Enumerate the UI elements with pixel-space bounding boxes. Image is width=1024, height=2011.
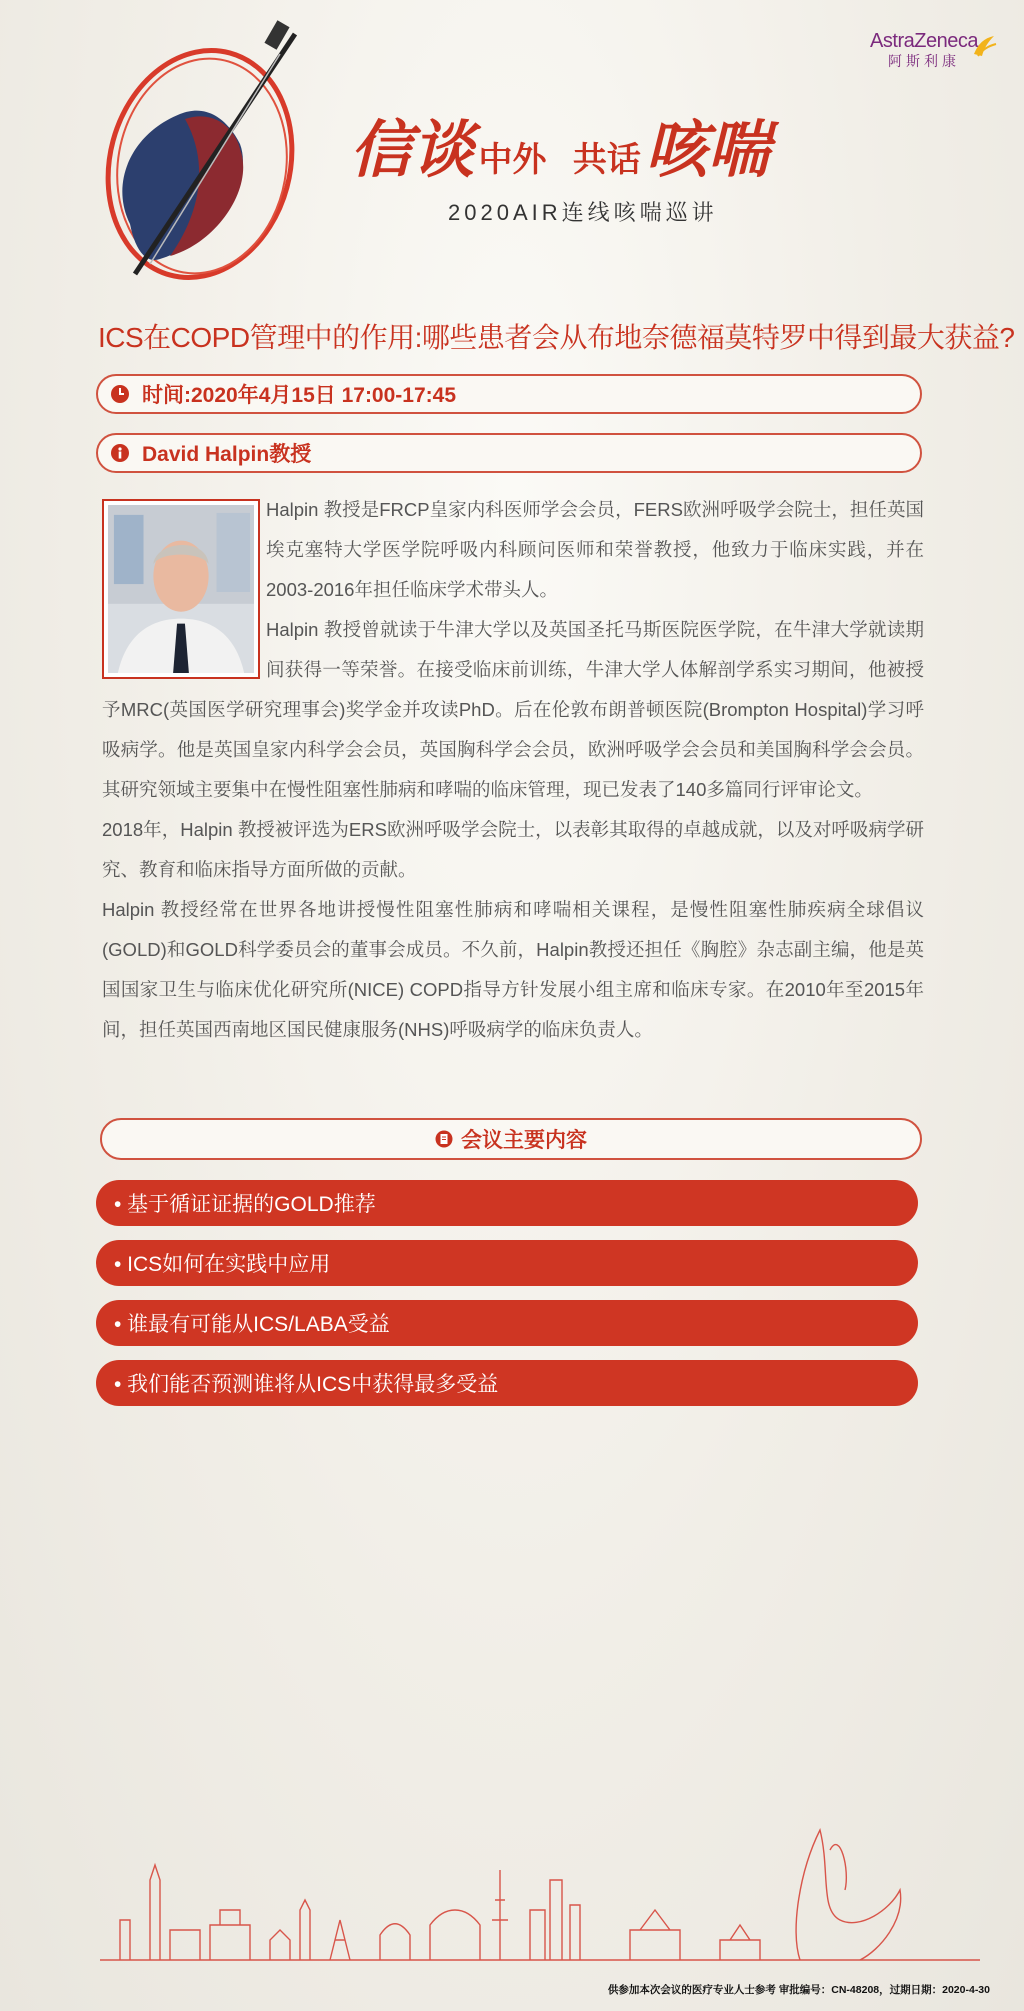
- time-text: 时间:2020年4月15日 17:00-17:45: [142, 384, 456, 407]
- bio-paragraph-2: Halpin 教授曾就读于牛津大学以及英国圣托马斯医院医学院，在牛津大学就读期间获得一等荣誉。在接受临床前训练，牛津大学人体解剖学系实习期间，他被授予MRC(英国医学研究理事会)奖学金并攻读PhD。后在伦敦布朗普顿医院(Brompton Hospital)学习呼吸病学。他是英国皇家内科学会会员，英国胸科学会会员，欧洲呼吸学会会员和美国胸科学会会员。其研究领域主要集中在慢性阻塞性肺病和哮喘的临床管理，现已发表了140多篇同行评审论文。: [102, 619, 924, 800]
- hero-title: [350, 100, 910, 190]
- agenda-heading-pill: [100, 1118, 922, 1160]
- speaker-pill: [96, 433, 922, 473]
- hero-title-part4: 咳喘: [645, 113, 770, 186]
- agenda-item: • 我们能否预测谁将从ICS中获得最多受益: [96, 1360, 918, 1406]
- agenda-item: • 谁最有可能从ICS/LABA受益: [96, 1300, 918, 1346]
- speaker-name: David Halpin教授: [142, 443, 312, 466]
- info-icon: [110, 443, 130, 463]
- bio-paragraph-3: 2018年，Halpin 教授被评选为ERS欧洲呼吸学会院士，以表彰其取得的卓越成就，以及对呼吸病学研究、教育和临床指导方面所做的贡献。: [102, 819, 924, 880]
- city-skyline-illustration: [100, 1810, 980, 1970]
- hero-subtitle: 2020AIR连线咳喘巡讲: [448, 200, 718, 225]
- speaker-bio: [102, 490, 924, 1050]
- logo-mark-icon: [970, 32, 998, 60]
- footer-disclaimer: 供参加本次会议的医疗专业人士参考 审批编号：CN-48208，过期日期：2020-4-30: [607, 1984, 990, 1996]
- time-pill: [96, 374, 922, 414]
- logo-text-cn: 阿斯利康: [888, 53, 960, 69]
- bio-paragraph-1: Halpin 教授是FRCP皇家内科医师学会会员，FERS欧洲呼吸学会院士，担任英国埃克塞特大学医学院呼吸内科顾问医师和荣誉教授，他致力于临床实践，并在2003-2016年担任临床学术带头人。: [266, 499, 924, 600]
- hero-title-part2: 中外: [478, 140, 547, 180]
- violin-illustration: [90, 14, 330, 294]
- hero-title-part1: 信谈: [350, 113, 475, 186]
- hero-title-part3: 共话: [572, 140, 641, 180]
- topic-title: ICS在COPD管理中的作用:哪些患者会从布地奈德福莫特罗中得到最大获益?: [98, 322, 1015, 353]
- bio-paragraph-4: Halpin 教授经常在世界各地讲授慢性阻塞性肺病和哮喘相关课程，是慢性阻塞性肺疾病全球倡议(GOLD)和GOLD科学委员会的董事会成员。不久前，Halpin教授还担任《胸腔》杂志副主编，他是英国国家卫生与临床优化研究所(NICE) COPD指导方针发展小组主席和临床专家。在2010年至2015年间，担任英国西南地区国民健康服务(NHS)呼吸病学的临床负责人。: [102, 899, 924, 1040]
- document-icon: [435, 1130, 453, 1148]
- clock-icon: [110, 384, 130, 404]
- agenda-item: • 基于循证证据的GOLD推荐: [96, 1180, 918, 1226]
- agenda-item: • ICS如何在实践中应用: [96, 1240, 918, 1286]
- astrazeneca-logo: [854, 30, 994, 71]
- logo-text-en: AstraZeneca: [870, 30, 978, 52]
- agenda-heading: 会议主要内容: [461, 1129, 587, 1152]
